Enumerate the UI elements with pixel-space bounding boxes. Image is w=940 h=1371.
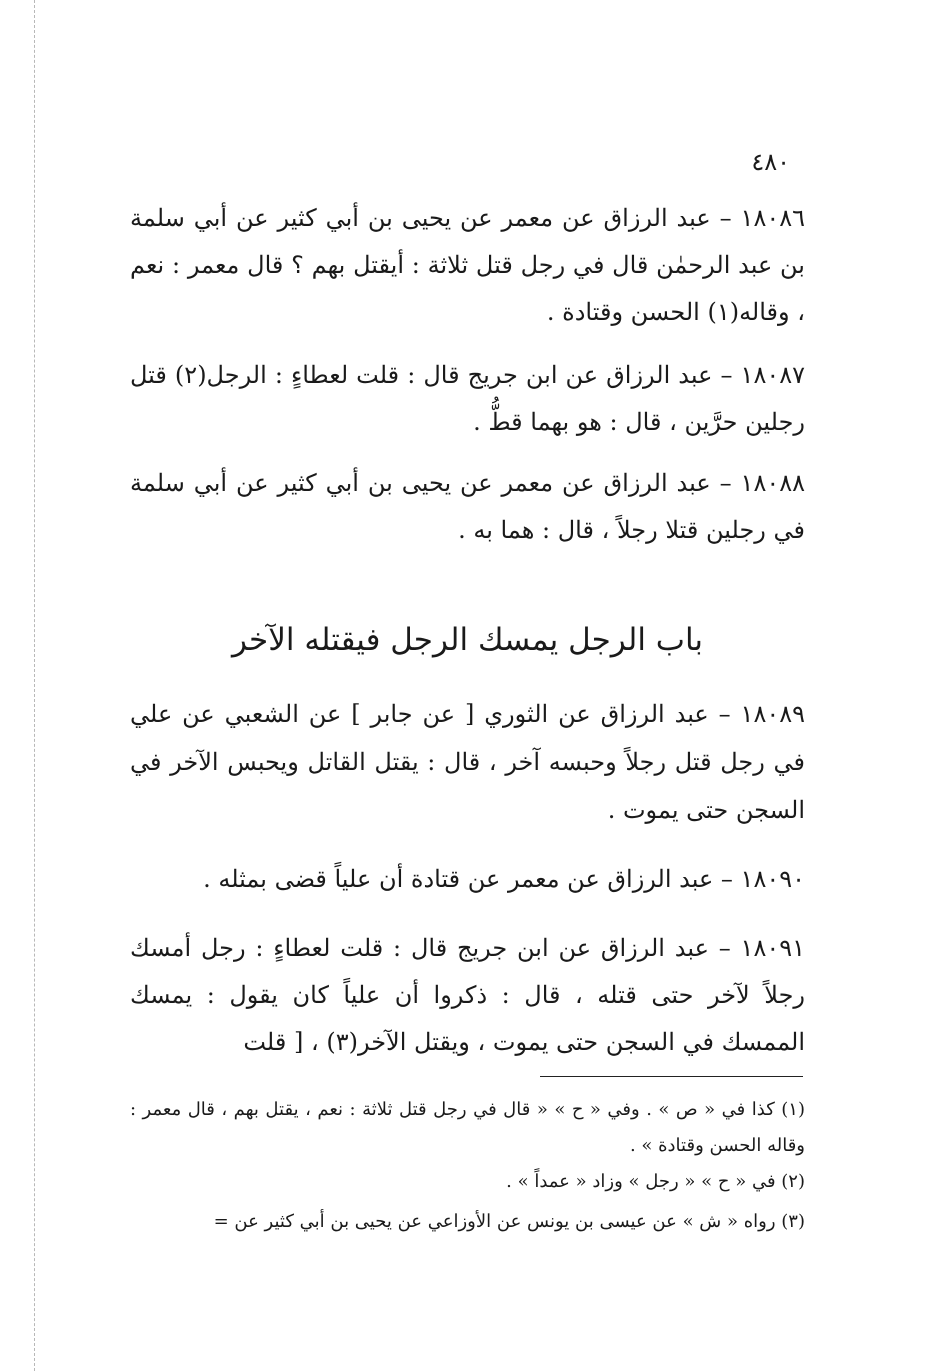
page-number: ٤٨٠ <box>751 148 790 176</box>
paragraph-text: ١٨٠٨٦ – عبد الرزاق عن معمر عن يحيى بن أبي كثير عن أبي سلمة بن عبد الرحمٰن قال في رجل قتل ثلاثة : أيقتل بهم ؟ قال معمر : نعم ، وقاله(١) الحسن وقتادة . <box>130 204 805 326</box>
paragraph-text: ١٨٠٨٧ – عبد الرزاق عن ابن جريج قال : قلت لعطاءٍ : الرجل(٢) قتل رجلين حرَّين ، قال : هو بهما قطُّ . <box>130 361 805 436</box>
hadith-paragraph-18088 <box>130 460 805 554</box>
hadith-paragraph-18086 <box>130 195 805 336</box>
chapter-heading: باب الرجل يمسك الرجل فيقتله الآخر <box>231 622 704 658</box>
paragraph-text: ١٨٠٩٠ – عبد الرزاق عن معمر عن قتادة أن علياً قضى بمثله . <box>203 865 805 893</box>
hadith-paragraph-18089 <box>130 690 805 834</box>
paragraph-text: ١٨٠٨٨ – عبد الرزاق عن معمر عن يحيى بن أبي كثير عن أبي سلمة في رجلين قتلا رجلاً ، قال : هما به . <box>130 469 805 544</box>
paragraph-text: ١٨٠٩١ – عبد الرزاق عن ابن جريج قال : قلت لعطاءٍ : رجل أمسك رجلاً لآخر حتى قتله ، قال : ذكروا أن علياً كان يقول : يمسك الممسك في السجن حتى يموت ، ويقتل الآخر(٣) ، [ قلت <box>130 934 805 1056</box>
footnote-1: (١) كذا في « ص » . وفي « ح » « قال في رجل قتل ثلاثة : نعم ، يقتل بهم ، قال معمر : وقاله الحسن وقتادة » . <box>130 1099 805 1156</box>
binding-edge <box>34 0 35 1371</box>
footnote-2: (٢) في « ح » « رجل » وزاد « عمداً » . <box>506 1171 805 1192</box>
footnote-3: (٣) رواه « ش » عن عيسى بن يونس عن الأوزاعي عن يحيى بن أبي كثير عن = <box>213 1211 805 1232</box>
footnotes-section <box>130 1092 805 1240</box>
hadith-paragraph-18087 <box>130 352 805 446</box>
paragraph-text: ١٨٠٨٩ – عبد الرزاق عن الثوري [ عن جابر ] عن الشعبي عن علي في رجل قتل رجلاً وحبسه آخر ، قال : يقتل القاتل ويحبس الآخر في السجن حتى يموت . <box>130 700 805 824</box>
hadith-paragraph-18091 <box>130 925 805 1066</box>
footnote-separator <box>540 1076 803 1077</box>
hadith-paragraph-18090 <box>130 855 805 903</box>
